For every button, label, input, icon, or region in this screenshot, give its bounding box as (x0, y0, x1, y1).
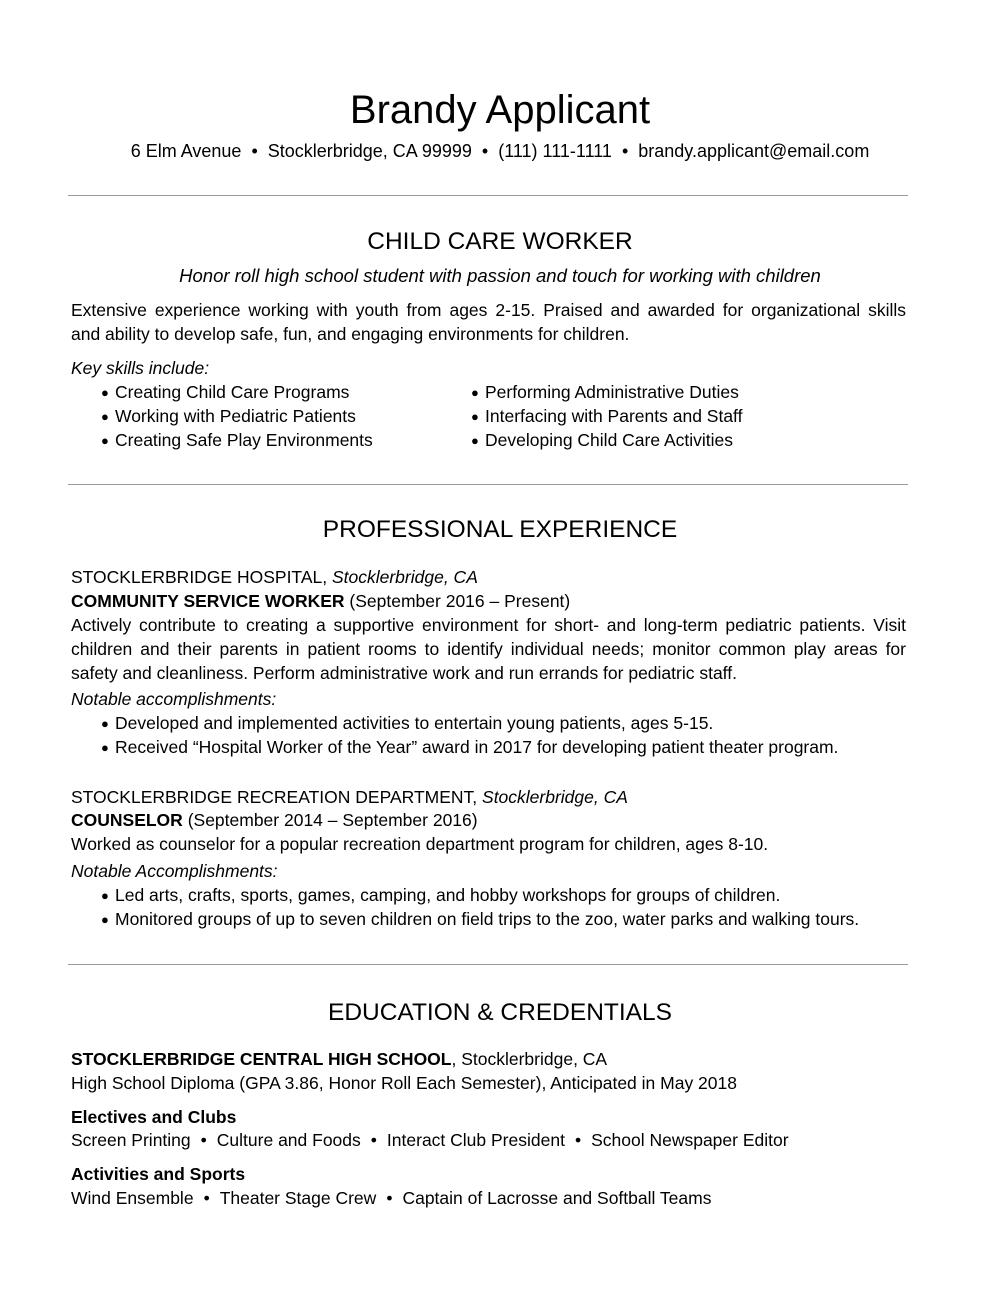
skill-item: ● Creating Safe Play Environments (101, 428, 373, 453)
bullet-icon: ● (471, 385, 479, 400)
skills-label: Key skills include: (71, 358, 210, 378)
bullet-icon: ● (101, 433, 109, 448)
job-description-line: children and their parents in patient rooms to identify individual needs; monitor common play areas for (71, 639, 906, 659)
job-location: Stocklerbridge, CA (482, 787, 628, 807)
accomplishment-item: ● Developed and implemented activities to entertain young patients, ages 5-15. (101, 711, 713, 736)
bullet-icon: ● (101, 912, 109, 927)
bullet-icon: ● (471, 409, 479, 424)
skill-item: ● Creating Child Care Programs (101, 380, 349, 405)
job-dates: (September 2014 – September 2016) (187, 810, 478, 830)
activity-item: Theater Stage Crew (219, 1188, 377, 1208)
skill-item: ● Performing Administrative Duties (471, 380, 739, 405)
section-divider (68, 964, 908, 965)
list-separator: • (574, 1130, 582, 1150)
skill-item: ● Interfacing with Parents and Staff (471, 404, 742, 429)
activity-item: Captain of Lacrosse and Softball Teams (402, 1188, 712, 1208)
elective-item: Culture and Foods (216, 1130, 361, 1150)
contact-phone: (111) 111-1111 (498, 141, 612, 161)
skill-item: ● Working with Pediatric Patients (101, 404, 356, 429)
activity-item: Wind Ensemble (71, 1188, 194, 1208)
list-separator: • (370, 1130, 377, 1150)
elective-item: Interact Club President (386, 1130, 565, 1150)
job-title: COUNSELOR (71, 810, 183, 830)
list-separator: • (203, 1188, 210, 1208)
job-description-line: safety and cleanliness. Perform administrative work and run errands for pediatric staff. (71, 663, 737, 683)
contact-address: 6 Elm Avenue (130, 141, 242, 161)
bullet-icon: ● (101, 888, 109, 903)
applicant-name: Brandy Applicant (349, 88, 651, 132)
school-name: STOCKLERBRIDGE CENTRAL HIGH SCHOOL (71, 1049, 452, 1069)
electives-label: Electives and Clubs (71, 1107, 237, 1127)
job-location: Stocklerbridge, CA (331, 567, 478, 587)
list-separator: • (386, 1188, 393, 1208)
school-location: , Stocklerbridge, CA (451, 1049, 608, 1069)
list-separator: • (200, 1130, 207, 1150)
contact-city: Stocklerbridge, CA 99999 (267, 141, 472, 161)
diploma-line: High School Diploma (GPA 3.86, Honor Roll Each Semester), Anticipated in May 2018 (71, 1073, 737, 1093)
contact-separator: • (621, 141, 629, 161)
bullet-icon: ● (101, 385, 109, 400)
accomplishments-label: Notable accomplishments: (71, 689, 277, 709)
accomplishment-item: ● Monitored groups of up to seven children on field trips to the zoo, water parks and walking tours. (101, 907, 859, 932)
job-employer-line (71, 785, 906, 809)
job-title-line (71, 808, 906, 832)
job-description-line: Actively contribute to creating a supportive environment for short- and long-term pediatric patients. Visit (71, 615, 906, 635)
accomplishment-item: ● Led arts, crafts, sports, games, camping, and hobby workshops for groups of children. (101, 883, 780, 908)
elective-item: School Newspaper Editor (591, 1130, 789, 1150)
summary-line: and ability to develop safe, fun, and engaging environments for children. (71, 324, 630, 344)
job-employer: STOCKLERBRIDGE HOSPITAL, (71, 567, 328, 587)
electives-list (71, 1128, 906, 1152)
job-title-line (71, 589, 906, 613)
bullet-icon: ● (101, 409, 109, 424)
job-dates: (September 2016 – Present) (349, 591, 571, 611)
summary-line: Extensive experience working with youth from ages 2-15. Praised and awarded for organizational skills (71, 300, 906, 320)
summary-tagline: Honor roll high school student with passion and touch for working with children (179, 265, 821, 286)
job-title: COMMUNITY SERVICE WORKER (71, 591, 345, 611)
elective-item: Screen Printing (71, 1130, 191, 1150)
contact-email: brandy.applicant@email.com (638, 141, 870, 161)
bullet-icon: ● (471, 433, 479, 448)
section-divider (68, 484, 908, 485)
experience-heading: PROFESSIONAL EXPERIENCE (322, 516, 678, 543)
education-heading: EDUCATION & CREDENTIALS (328, 999, 672, 1026)
bullet-icon: ● (101, 740, 109, 755)
summary-heading: CHILD CARE WORKER (367, 228, 633, 255)
skill-item: ● Developing Child Care Activities (471, 428, 733, 453)
contact-line (0, 139, 1000, 163)
job-description-line: Worked as counselor for a popular recreation department program for children, ages 8-10. (71, 834, 769, 854)
school-line (71, 1047, 906, 1071)
job-employer-line (71, 565, 906, 589)
activities-list (71, 1186, 906, 1210)
job-employer: STOCKLERBRIDGE RECREATION DEPARTMENT, (71, 787, 478, 807)
bullet-icon: ● (101, 716, 109, 731)
contact-separator: • (251, 141, 258, 161)
accomplishments-label: Notable Accomplishments: (71, 861, 278, 881)
contact-separator: • (481, 141, 489, 161)
section-divider (68, 195, 908, 196)
activities-label: Activities and Sports (71, 1164, 246, 1184)
accomplishment-item: ● Received “Hospital Worker of the Year” award in 2017 for developing patient theater program. (101, 735, 838, 760)
